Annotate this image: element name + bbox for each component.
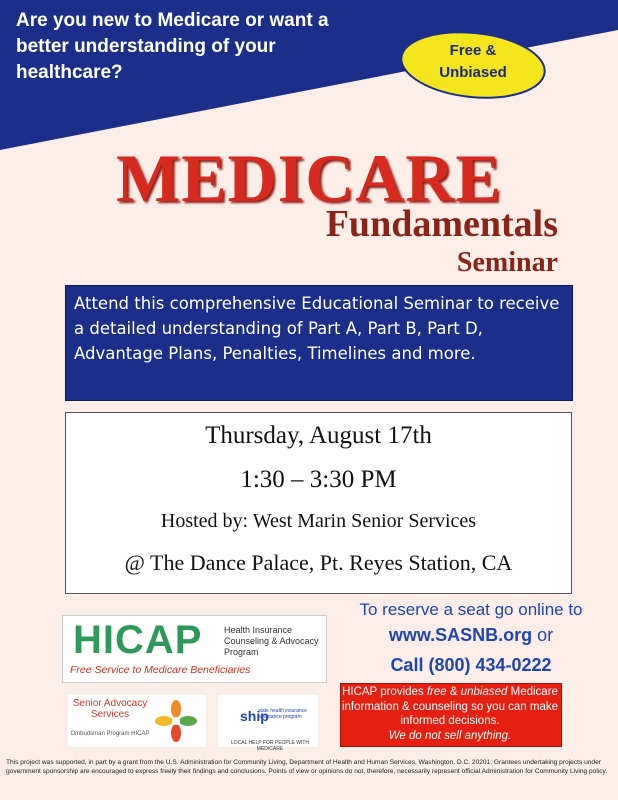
- intro-text: Attend this comprehensive Educational Seminar to receive a detailed understanding of Part A, Part B, Part D, Advantage Plans, Penalties, Timelines and more.: [74, 294, 560, 363]
- event-day: Thursday, August 17th: [205, 422, 432, 449]
- title-fundamentals: Fundamentals: [325, 203, 558, 245]
- title-medicare: MEDICARE: [116, 140, 502, 216]
- senior-advocacy-sub: Ombudsman Program HICAP: [70, 731, 150, 737]
- notice-part1: HICAP provides: [342, 686, 427, 698]
- notice-text: [340, 685, 560, 743]
- header-question: Are you new to Medicare or want a better understanding of your healthcare?: [16, 10, 329, 83]
- notice-tagline: We do not sell anything.: [388, 729, 512, 742]
- hicap-logo-subtitle: Health Insurance Counseling & Advocacy Program: [224, 625, 319, 657]
- event-host: Hosted by: West Marin Senior Services: [160, 510, 477, 532]
- event-time: 1:30 – 3:30 PM: [240, 466, 397, 493]
- ship-logo-desc: state health insurance assistance program: [258, 708, 307, 720]
- hicap-logo-tagline: Free Service to Medicare Beneficiaries: [70, 664, 251, 676]
- notice-amp: &: [446, 686, 461, 698]
- notice-free: free: [426, 686, 447, 698]
- badge-text: [398, 40, 548, 84]
- notice-part2: Medicare information & counseling so you can make informed decisions.: [341, 686, 559, 727]
- notice-unbiased: unbiased: [460, 686, 508, 698]
- badge-line1: Free &: [449, 42, 497, 59]
- badge-line2: Unbiased: [439, 64, 507, 81]
- event-place: @ The Dance Palace, Pt. Reyes Station, CA: [124, 550, 513, 575]
- phone-number[interactable]: Call (800) 434-0222: [390, 655, 552, 675]
- ship-logo-word: ship: [240, 708, 269, 724]
- footer-disclaimer: This project was supported, in part by a grant from the U.S. Administration for Community Living, Department of Health and Human Services, Washington, D.C. 20201. Grantees undertaking projects under government sponsorship are encouraged to express freely their findings and conclusions. Points of view or opinions do not, therefore, necessarily represent official Administration for Community Living policy.: [6, 759, 608, 775]
- senior-advocacy-name: Senior Advocacy Services: [72, 698, 148, 720]
- reserve-prompt: To reserve a seat go online to: [359, 600, 583, 619]
- title-seminar: Seminar: [456, 247, 558, 278]
- website-link[interactable]: www.SASNB.org: [388, 625, 533, 645]
- website-or: or: [532, 625, 554, 645]
- ship-logo-tagline: LOCAL HELP FOR PEOPLE WITH MEDICARE: [230, 740, 310, 752]
- hicap-logo-word: HICAP: [73, 618, 203, 662]
- website-line: [330, 622, 612, 648]
